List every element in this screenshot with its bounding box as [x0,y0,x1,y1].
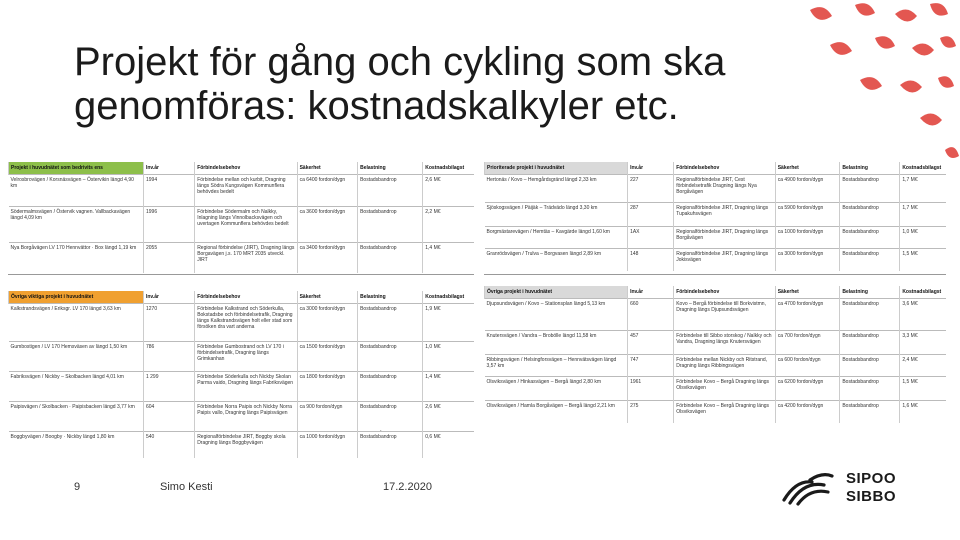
table-cell: 2,4 M€ [900,355,946,377]
table-cell: 1,9 M€ [423,304,474,342]
table-cell: Förbindelse Gumbostrand och LV 170 i förbindelsetrafik, Dragning längs Grimkanhan [195,342,297,372]
table-cell: ca 1800 fordon/dygn [297,372,358,402]
table-cell: 1270 [143,304,194,342]
table-cell: Förbindelse Norra Paipis och Nickby Norra Paipis vallo, Dragning längs Paipisvägen [195,402,297,432]
table-cell: Regional förbindelse (JIRT), Dragning längs Borgavägen j.s. 170 MRT 2035 utveckl. JIRT [195,243,297,273]
table-row [9,342,475,372]
table-cell: ca 3000 fordon/dygn [775,249,840,271]
slide-title-line-2: genomföras: kostnadskalkyler etc. [74,84,679,128]
table-row [485,355,947,377]
column-header: Säkerhet [297,162,358,175]
table-cell: Förbindelse till Sibbo storskog / Nalkky och Vandra, Dragning längs Knutersvägen [674,331,776,355]
table-top-right [484,162,946,275]
column-header: Belastning [358,162,423,175]
table-cell: 786 [143,342,194,372]
table-cell: Södermalmsvägen / Östervik vagnen. Vallbackavägen längd 4,09 km [9,207,144,243]
table-cell: 1,7 M€ [900,203,946,227]
column-header: Förbindelsebehov [195,291,297,304]
table-cell: Förbindelse Söderkulla och Nickby Skolan Parma vaido, Dragning längs Fabriksvägen [195,372,297,402]
column-header: Förbindelsebehov [674,286,776,299]
author: Simo Kesti [160,481,213,493]
date: 17.2.2020 [383,481,432,493]
table-cell: Gumbostigen / LV 170 Hemsväsen av längd 1,50 km [9,342,144,372]
table-cell: Nya Borgåvägen LV 170 Hennvättor · Box längd 1,19 km [9,243,144,273]
table-cell: 287 [628,203,674,227]
table-cell: Velrosbrovägen / Korsnäsvägen – Östervikin längd 4,90 km [9,175,144,207]
table-cell: 2,2 M€ [423,207,474,243]
table-cell: 1,4 M€ [423,372,474,402]
table-cell: 2,6 M€ [423,402,474,432]
table-cell: 1,5 M€ [900,377,946,401]
table-cell: Bostadsbandrop [840,175,900,203]
table-cell: ca 4700 fordon/dygn [775,299,840,331]
table-cell: Granrödsvägen / Trulva – Borgvasen längd 2,89 km [485,249,628,271]
table-cell: Fabriksvägen / Nickby – Skolbacken längd 4,01 km [9,372,144,402]
table-cell: 0,6 M€ [423,432,474,458]
slide-title [74,40,814,128]
table-bottom-right [484,286,946,426]
table-cell: Bostadsbandrop [358,175,423,207]
table-caption: Övriga projekt i huvudnätet [485,286,628,299]
table-cell: 2055 [143,243,194,273]
column-header: Belastning [840,286,900,299]
column-header: Säkerhet [775,162,840,175]
table-cell: 604 [143,402,194,432]
table-row [9,432,475,458]
table-cell: 1 299 [143,372,194,402]
table-row [485,249,947,271]
table-cell: Förbindelse Kovo – Bergå Dragning längs Olsviksvägen [674,377,776,401]
table-cell: Knutersvägen / Vandra – Brobölle längd 11,58 km [485,331,628,355]
table-top-left [8,162,474,275]
table-cell: 1AX [628,227,674,249]
table-cell: 457 [628,331,674,355]
table-cell: ca 3000 fordon/dygn [297,304,358,342]
table-row [9,175,475,207]
table-cell: ca 4900 fordon/dygn [775,175,840,203]
column-header: Kostnadsbilagst [900,286,946,299]
table-cell: 3,3 M€ [900,331,946,355]
table-row [485,331,947,355]
table-cell: 2,6 M€ [423,175,474,207]
column-header: Inv.år [628,286,674,299]
table-cell: Bostadsbandrop [358,207,423,243]
table-cell: Boggbyvägen / Boogby · Nickby längd 1,80 km [9,432,144,458]
table-cell: ca 3600 fordon/dygn [297,207,358,243]
table-cell: Bostadsbandrop [358,432,423,458]
table-cell: Bostadsbandrop [358,402,423,432]
table-cell: Bostadsbandrop [840,331,900,355]
table-cell: ca 3400 fordon/dygn [297,243,358,273]
column-header: Belastning [358,291,423,304]
table-row [485,175,947,203]
table-row [9,304,475,342]
table-cell: 540 [143,432,194,458]
table-cell: 747 [628,355,674,377]
table-cell: 1996 [143,207,194,243]
column-header: Säkerhet [297,291,358,304]
table-cell: Kalkstrandsvägen / Eriksgr. LV 170 längd 3,63 km [9,304,144,342]
table-cell: Bostadsbandrop [840,377,900,401]
table-cell: 227 [628,175,674,203]
table-cell: Förbindelse Södermalm och Nalkky, Inlagning längs Vinnolbacksvägen och uvertagen Kommunflera behövdes bedelt [195,207,297,243]
table-cell: Regionalförbindelse JIRT, Dragning längs Jokisvägen [674,249,776,271]
table-cell: Hertonäs / Kovo – Hemgårdsgränd längd 2,33 km [485,175,628,203]
table-cell: Regionalförbindelse JIRT, Cest förbindelsetrafik Dragning längs Nya Borgåvägen [674,175,776,203]
table-cell: 3,6 M€ [900,299,946,331]
table-bottom-left [8,291,474,467]
table-cell: 1,5 M€ [900,249,946,271]
logo-text-line-1: SIPOO [846,470,897,487]
table-row [485,401,947,423]
table-row [485,377,947,401]
table-cell: Förbindelse Kovo – Bergå Dragning längs Olsviksvägen [674,401,776,423]
table-cell: Förbindelse Kalkstrand och Söderkulla, Bokstadsbe och förbindelsetrafik, Dragning längs Kalkstrandsvägen holt eller stad som försöken dra vart anderna [195,304,297,342]
table-cell: Bostadsbandrop [358,372,423,402]
table-cell: Sjöskogsvägen / Päijäk – Trädvädo längd 3,30 km [485,203,628,227]
table-cell: ca 600 fordon/dygn [775,355,840,377]
stray-mark: . [380,427,382,433]
table-cell: ca 1500 fordon/dygn [297,342,358,372]
table-cell: Borgmästarevägen / Hemtäs – Kavgärde längd 1,60 km [485,227,628,249]
table-row [9,402,475,432]
table-cell: 1,7 M€ [900,175,946,203]
column-header: Kostnadsbilagst [423,291,474,304]
logo-text-line-2: SIBBO [846,488,897,505]
table-cell: Ribbingsvägen / Helsingforsvägen – Hennvätsvägen längd 3,57 km [485,355,628,377]
table-row [9,207,475,243]
column-header: Förbindelsebehov [195,162,297,175]
column-header: Belastning [840,162,900,175]
table-row [485,203,947,227]
column-header: Inv.år [628,162,674,175]
table-cell: ca 4200 fordon/dygn [775,401,840,423]
table-cell: Regionalförbindelse JIRT, Dragning längs Borgåvägen [674,227,776,249]
table-cell: 1,4 M€ [423,243,474,273]
table-cell: Olsviksvägen / Hamla Borgåvägen – Bergå längd 2,21 km [485,401,628,423]
column-header: Kostnadsbilagst [423,162,474,175]
table-cell: ca 1000 fordon/dygn [775,227,840,249]
table-cell: Bostadsbandrop [840,299,900,331]
table-cell: Bostadsbandrop [840,227,900,249]
table-cell: 1,6 M€ [900,401,946,423]
table-cell: ca 1000 fordon/dygn [297,432,358,458]
table-cell: 1,0 M€ [900,227,946,249]
table-cell: Förbindelse mellan och kurbit, Dragning längs Södra Kungsvägen Kommunflera behövdes bedelt [195,175,297,207]
column-header: Inv.år [143,162,194,175]
column-header: Kostnadsbilagst [900,162,946,175]
table-row [485,227,947,249]
table-cell: Förbindelse mellan Nickby och Ritstrand, Dragning längs Ribbingsvägen [674,355,776,377]
table-row [9,372,475,402]
table-cell: Djupsundsvägen / Kovo – Stationsplan längd 5,13 km [485,299,628,331]
logo-mark-icon [780,470,840,506]
table-cell: 660 [628,299,674,331]
table-cell: Regionalförbindelse JIRT, Boggby skola Dragning längs Boggbyvägen [195,432,297,458]
table-row [485,299,947,331]
table-caption: Övriga viktiga projekt i huvudnätet [9,291,144,304]
table-caption: Projekt i huvudnätet som bedrivits ens [9,162,144,175]
table-cell: Bostadsbandrop [358,342,423,372]
table-cell: 148 [628,249,674,271]
table-cell: Olsviksvägen / Hinkasvägen – Bergå längd 2,80 km [485,377,628,401]
table-caption: Prioriterade projekt i huvudnätet [485,162,628,175]
column-header: Inv.år [143,291,194,304]
table-cell: Bostadsbandrop [840,401,900,423]
column-header: Förbindelsebehov [674,162,776,175]
table-cell: ca 900 fordon/dygn [297,402,358,432]
page-number: 9 [74,481,81,493]
table-cell: ca 6200 fordon/dygn [775,377,840,401]
table-cell: 1994 [143,175,194,207]
table-cell: Kovo – Bergå förbindelse till Borkvistmn, Dragning längs Djupsundsvägen [674,299,776,331]
table-cell: Bostadsbandrop [840,355,900,377]
table-cell: Bostadsbandrop [358,304,423,342]
table-cell: 1961 [628,377,674,401]
table-cell: Bostadsbandrop [358,243,423,273]
table-row [9,243,475,273]
table-cell: Bostadsbandrop [840,249,900,271]
table-cell: 1,0 M€ [423,342,474,372]
table-cell: ca 5900 fordon/dygn [775,203,840,227]
table-cell: Paipisvägen / Skolbacken · Paipisbacken längd 3,77 km [9,402,144,432]
table-cell: ca 6400 fordon/dygn [297,175,358,207]
table-cell: Bostadsbandrop [840,203,900,227]
table-cell: Regionalförbindelse JIRT, Dragning längs Tupakuhsvägen [674,203,776,227]
column-header: Säkerhet [775,286,840,299]
table-cell: 275 [628,401,674,423]
table-cell: ca 700 fordon/dygn [775,331,840,355]
slide-title-line-1: Projekt för gång och cykling som ska [74,40,726,84]
